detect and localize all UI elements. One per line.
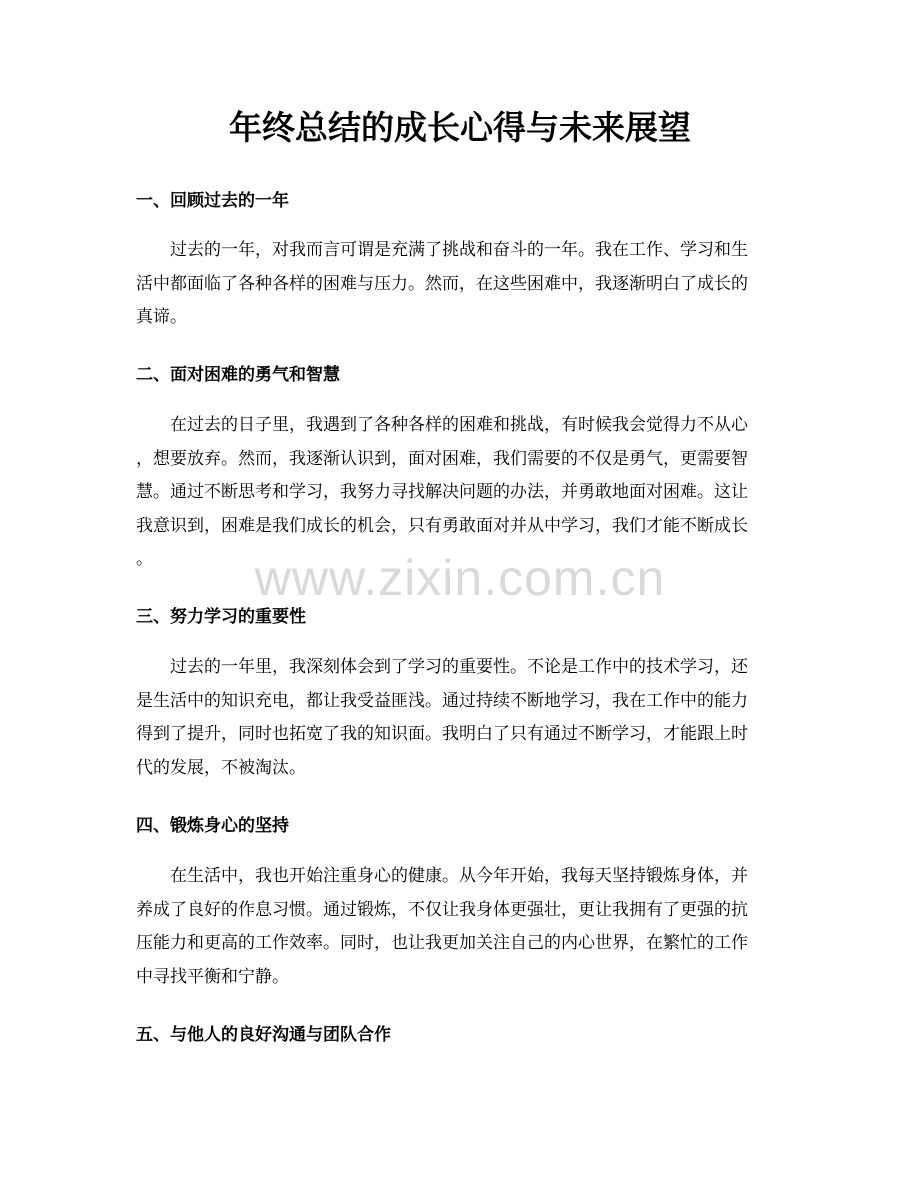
section-heading-2: 二、面对困难的勇气和智慧 xyxy=(136,365,340,385)
paragraph-line: 我意识到，困难是我们成长的机会，只有勇敢面对并从中学习，我们才能不断成长 xyxy=(136,515,748,536)
section-heading-1: 一、回顾过去的一年 xyxy=(136,191,289,211)
paragraph-line: 活中都面临了各种各样的困难与压力。然而，在这些困难中，我逐渐明白了成长的 xyxy=(136,273,748,294)
paragraph-line: 得到了提升，同时也拓宽了我的知识面。我明白了只有通过不断学习，才能跟上时 xyxy=(136,724,748,744)
section-paragraph-1 xyxy=(136,234,786,335)
paragraph-line: 过去的一年，对我而言可谓是充满了挑战和奋斗的一年。我在工作、学习和生 xyxy=(170,240,748,260)
section-heading-3: 三、努力学习的重要性 xyxy=(136,607,306,627)
section-heading-4: 四、锻炼身心的坚持 xyxy=(136,816,289,836)
paragraph-line: 过去的一年里，我深刻体会到了学习的重要性。不论是工作中的技术学习，还 xyxy=(170,657,748,677)
paragraph-line: 在生活中，我也开始注重身心的健康。从今年开始，我每天坚持锻炼身体，并 xyxy=(170,866,748,886)
page-title: 年终总结的成长心得与未来展望 xyxy=(229,108,691,147)
section-paragraph-3 xyxy=(136,651,786,785)
paragraph-line: 养成了良好的作息习惯。通过锻炼，不仅让我身体更强壮，更让我拥有了更强的抗 xyxy=(136,899,748,920)
section-paragraph-2 xyxy=(136,409,786,577)
paragraph-line: 。 xyxy=(136,549,153,569)
paragraph-line: 中寻找平衡和宁静。 xyxy=(136,966,289,987)
paragraph-line: 是生活中的知识充电，都让我受益匪浅。通过持续不断地学习，我在工作中的能力 xyxy=(136,690,748,711)
section-paragraph-4 xyxy=(136,860,786,994)
paragraph-line: 代的发展，不被淘汰。 xyxy=(136,757,306,778)
paragraph-line: 压能力和更高的工作效率。同时，也让我更加关注自己的内心世界，在繁忙的工作 xyxy=(136,933,748,953)
paragraph-line: 慧。通过不断思考和学习，我努力寻找解决问题的办法，并勇敢地面对困难。这让 xyxy=(136,482,748,502)
watermark-text: www.zixin.com.cn xyxy=(254,550,666,606)
section-heading-5: 五、与他人的良好沟通与团队合作 xyxy=(136,1025,391,1045)
paragraph-line: 在过去的日子里，我遇到了各种各样的困难和挑战，有时候我会觉得力不从心 xyxy=(170,415,748,435)
paragraph-line: ，想要放弃。然而，我逐渐认识到，面对困难，我们需要的不仅是勇气，更需要智 xyxy=(136,448,748,469)
paragraph-line: 真谛。 xyxy=(136,307,187,327)
